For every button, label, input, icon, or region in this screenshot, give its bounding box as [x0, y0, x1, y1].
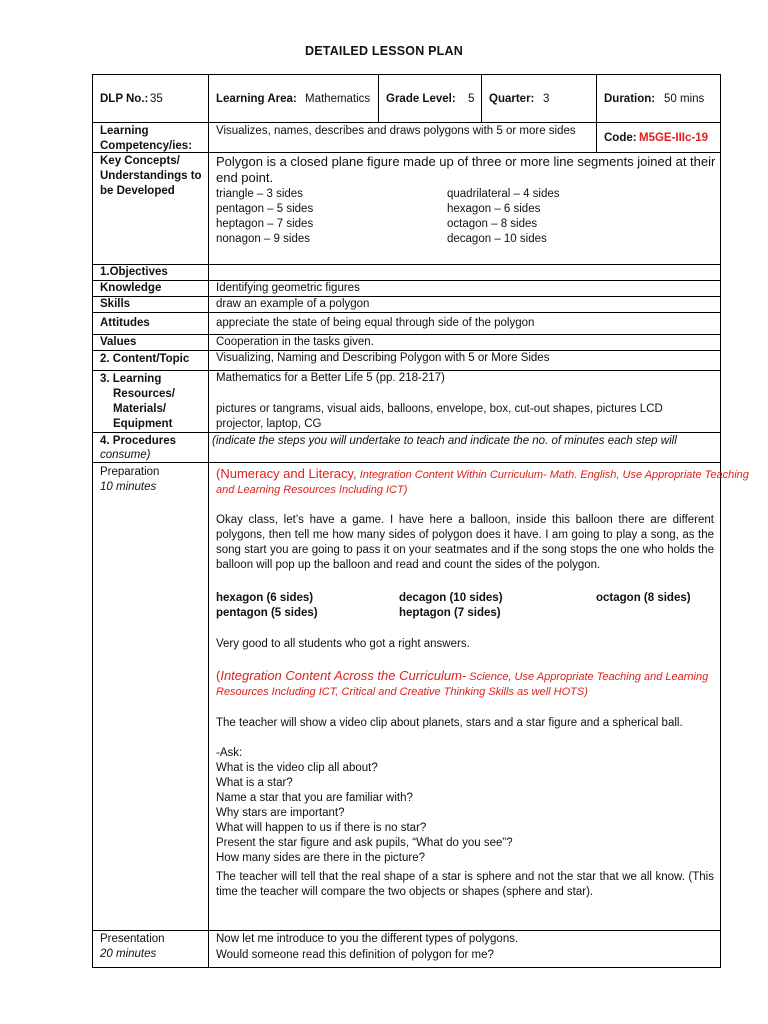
attitudes-text: appreciate the state of being equal through side of the polygon	[216, 317, 535, 329]
code-value: M5GE-IIIc-19	[639, 132, 709, 144]
skills-label: Skills	[100, 298, 131, 310]
grade-level-label: Grade Level:	[386, 93, 456, 105]
key-concepts-label: be Developed	[100, 185, 175, 197]
presentation-text: Now let me introduce to you the different types of polygons.	[216, 933, 519, 945]
knowledge-label: Knowledge	[100, 282, 162, 294]
polygon-list-item: decagon – 10 sides	[447, 233, 547, 245]
competency-label: Learning	[100, 125, 149, 137]
page-title: DETAILED LESSON PLAN	[305, 44, 463, 58]
quarter-label: Quarter:	[489, 93, 535, 105]
dlp-label: DLP No.:	[100, 93, 149, 105]
row-divider	[92, 296, 721, 297]
duration-value: 50 mins	[664, 93, 705, 105]
ask-label: -Ask:	[216, 747, 243, 759]
game-paragraph: Okay class, let’s have a game. I have here a balloon, inside this balloon there are different polygons, then tell me how many sides of polygon does it have. I am going to play a song, as the song start you are going to pass it on your seatmates and if the song stops the one who holds the balloon will pop up the balloon and read and count the sides of the polygon.	[216, 514, 714, 571]
presentation-label: Presentation	[100, 933, 165, 945]
preparation-label: Preparation	[100, 466, 160, 478]
competency-text: Visualizes, names, describes and draws polygons with 5 or more sides	[216, 125, 576, 137]
integration-note-body: Science, Use Appropriate Teaching and Learning	[466, 671, 709, 683]
knowledge-text: Identifying geometric figures	[216, 282, 360, 294]
duration-label: Duration:	[604, 93, 656, 105]
resources-label: Materials/	[113, 403, 167, 415]
learning-area-value: Mathematics	[305, 93, 371, 105]
row-divider	[92, 122, 721, 123]
key-concepts-label: Understandings to	[100, 170, 202, 182]
polygon-list-item: hexagon – 6 sides	[447, 203, 541, 215]
question-item: Present the star figure and ask pupils, “What do you see”?	[216, 837, 513, 849]
resources-label: 3. Learning	[100, 373, 162, 385]
key-concepts-label: Key Concepts/	[100, 155, 180, 167]
procedures-note: (indicate the steps you will undertake to teach and indicate the no. of minutes each step will	[212, 435, 677, 447]
integration-note-lead: Integration Content Across the Curriculum-	[220, 668, 467, 683]
objectives-heading: 1.Objectives	[100, 266, 168, 278]
skills-text: draw an example of a polygon	[216, 298, 370, 310]
presentation-text: Would someone read this definition of polygon for me?	[216, 949, 494, 961]
integration-note: Resources Including ICT, Critical and Creative Thinking Skills as well HOTS)	[216, 686, 588, 698]
quarter-value: 3	[543, 93, 550, 105]
column-divider	[208, 74, 209, 968]
integration-note-body: Integration Content Within Curriculum- Math. English, Use Appropriate Teaching	[356, 469, 749, 481]
integration-note-paren: (	[216, 668, 221, 683]
praise-text: Very good to all students who got a right answers.	[216, 638, 470, 650]
integration-note: and Learning Resources Including ICT)	[216, 484, 408, 496]
procedures-note: consume)	[100, 449, 151, 461]
attitudes-label: Attitudes	[100, 317, 150, 329]
presentation-time: 20 minutes	[100, 948, 157, 960]
resources-label: Resources/	[113, 388, 176, 400]
shape-answer: octagon (8 sides)	[596, 592, 691, 604]
shape-answer: pentagon (5 sides)	[216, 607, 318, 619]
polygon-definition: Polygon is a closed plane figure made up of three or more line segments joined at their	[216, 154, 716, 169]
question-item: What is a star?	[216, 777, 293, 789]
video-text: The teacher will show a video clip about planets, stars and a star figure and a spherical ball.	[216, 717, 683, 729]
content-topic-label: 2. Content/Topic	[100, 353, 190, 365]
row-divider	[92, 930, 721, 931]
integration-note	[216, 668, 708, 685]
competency-label: Competency/ies:	[100, 140, 193, 152]
row-divider	[92, 432, 721, 433]
polygon-list-item: pentagon – 5 sides	[216, 203, 314, 215]
polygon-list-item: heptagon – 7 sides	[216, 218, 314, 230]
values-label: Values	[100, 336, 137, 348]
question-item: How many sides are there in the picture?	[216, 852, 426, 864]
learning-area-label: Learning Area:	[216, 93, 297, 105]
row-divider	[92, 264, 721, 265]
question-item: Name a star that you are familiar with?	[216, 792, 413, 804]
materials-text: pictures or tangrams, visual aids, balloons, envelope, box, cut-out shapes, pictures LCD	[216, 403, 663, 415]
polygon-list-item: octagon – 8 sides	[447, 218, 538, 230]
shape-answer: hexagon (6 sides)	[216, 592, 314, 604]
question-item: Why stars are important?	[216, 807, 345, 819]
polygon-list-item: quadrilateral – 4 sides	[447, 188, 560, 200]
shape-answer: heptagon (7 sides)	[399, 607, 501, 619]
closing-paragraph: The teacher will tell that the real shape of a star is sphere and not the star that we all know. (This time the teacher will compare the two objects or shapes (sphere and star).	[216, 871, 714, 898]
polygon-definition: end point.	[216, 170, 274, 185]
preparation-time: 10 minutes	[100, 481, 157, 493]
row-divider	[92, 334, 721, 335]
polygon-list-item: triangle – 3 sides	[216, 188, 303, 200]
polygon-list-item: nonagon – 9 sides	[216, 233, 310, 245]
integration-note-lead: (Numeracy and Literacy,	[216, 466, 357, 481]
row-divider	[92, 312, 721, 313]
code-label: Code:	[604, 132, 637, 144]
resources-label: Equipment	[113, 418, 173, 430]
values-text: Cooperation in the tasks given.	[216, 336, 374, 348]
column-divider	[481, 74, 482, 122]
grade-level-value: 5	[468, 93, 475, 105]
textbook-reference: Mathematics for a Better Life 5 (pp. 218-217)	[216, 372, 445, 384]
column-divider	[378, 74, 379, 122]
shape-answer: decagon (10 sides)	[399, 592, 503, 604]
question-item: What will happen to us if there is no star?	[216, 822, 427, 834]
dlp-value: 35	[150, 93, 163, 105]
materials-text: projector, laptop, CG	[216, 418, 322, 430]
integration-note	[216, 466, 749, 483]
question-item: What is the video clip all about?	[216, 762, 378, 774]
row-divider	[92, 462, 721, 463]
column-divider	[596, 74, 597, 152]
row-divider	[92, 280, 721, 281]
procedures-label: 4. Procedures	[100, 435, 177, 447]
content-topic-text: Visualizing, Naming and Describing Polygon with 5 or More Sides	[216, 352, 550, 364]
